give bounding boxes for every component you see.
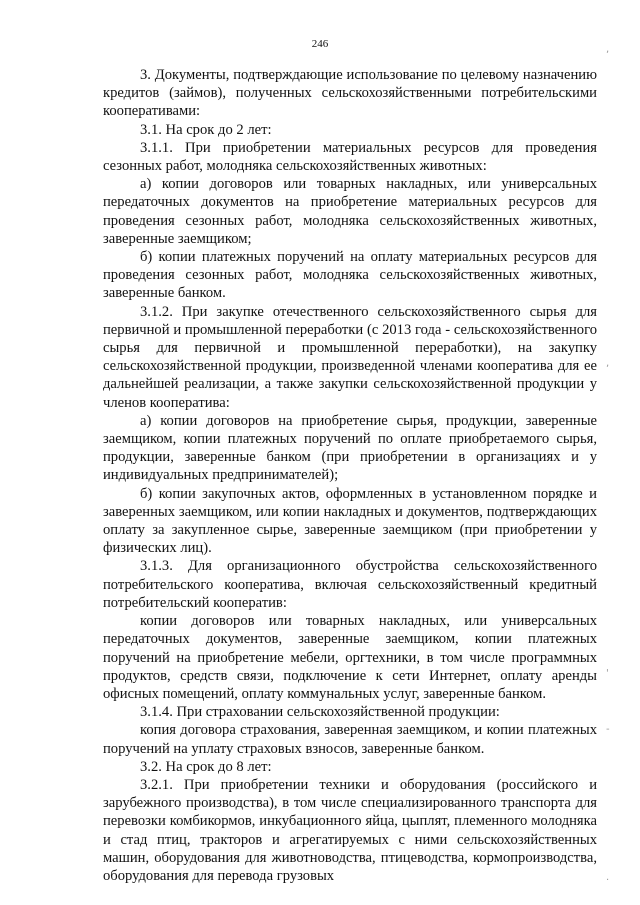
margin-mark: ' [606,668,609,679]
section-3-1-4-heading: 3.1.4. При страховании сельскохозяйственной продукции: [140,704,500,721]
section-3-1-4-body: копия договора страхования, заверенная заемщиком, и копии платежных поручений на уплату страховых взносов, заверенные банком. [103,722,597,757]
section-3-1-heading: 3.1. На срок до 2 лет: [140,121,272,138]
section-3-1-1-item-b: б) копии платежных поручений на оплату материальных ресурсов для проведения сезонных работ, молодняка сельскохозяйственных животных, заверенные банком. [103,249,597,302]
page-number: 246 [311,38,329,50]
margin-mark: - [606,724,610,735]
section-3-1-1-item-a: а) копии договоров или товарных накладных, или универсальных передаточных документов на приобретение материальных ресурсов для проведения сезонных работ, молодняка сельскохозяйственных животных, заверенные заемщиком; [103,176,597,247]
section-3-1-2-item-b: б) копии закупочных актов, оформленных в установленном порядке и заверенных заемщиком, или копии накладных и документов, подтверждающих оплату за закупленное сырье, заверенные заемщиком (при приобретении у физических лиц). [103,485,597,557]
section-3-2-heading: 3.2. На срок до 8 лет: [140,758,272,775]
section-3-1-3-heading: 3.1.3. Для организационного обустройства сельскохозяйственного потребительского кооператива, включая сельскохозяйственный кредитный потребительский кооператив: [103,558,597,611]
margin-mark: , [606,44,610,55]
section-3-1-3-body: копии договоров или товарных накладных, или универсальных передаточных документов, заверенные заемщиком, копии платежных поручений на приобретение мебели, оргтехники, в том числе программных продуктов, средств связи, подключение к сети Интернет, оплату аренды офисных помещений, оплату коммунальных услуг, заверенные банком. [103,613,597,702]
document-body [103,66,597,885]
section-3-1-1-heading: 3.1.1. При приобретении материальных ресурсов для проведения сезонных работ, молодняка сельскохозяйственных животных: [103,139,597,175]
margin-mark: , [606,358,610,369]
section-3-1-2-item-a: а) копии договоров на приобретение сырья, продукции, заверенные заемщиком, копии платежных поручений по оплате приобретаемого сырья, продукции, заверенные банком (при приобретении в организациях и у индивидуальных предпринимателей); [103,412,597,484]
margin-mark: . [606,872,610,883]
section-3-heading: 3. Документы, подтверждающие использование по целевому назначению кредитов (займов), полученных сельскохозяйственными потребительскими кооперативами: [103,67,597,120]
section-3-2-1-heading: 3.2.1. При приобретении техники и оборудования (российского и зарубежного производства), в том числе специализированного транспорта для перевозки комбикормов, инкубационного яйца, цыплят, племенного молодняка и стад птиц, тракторов и агрегатируемых с ними сельскохозяйственных машин, оборудования для животноводства, птицеводства, кормопроизводства, оборудования для перевода грузовых [103,776,597,884]
section-3-1-2-heading: 3.1.2. При закупке отечественного сельскохозяйственного сырья для первичной и промышленной переработки (с 2013 года - сельскохозяйственного сырья для первичной и промышленной переработки), на закупку сельскохозяйственной продукции, произведенной членами кооператива для ее дальнейшей реализации, а также закупки сельскохозяйственной продукции у членов кооператива: [103,303,597,411]
